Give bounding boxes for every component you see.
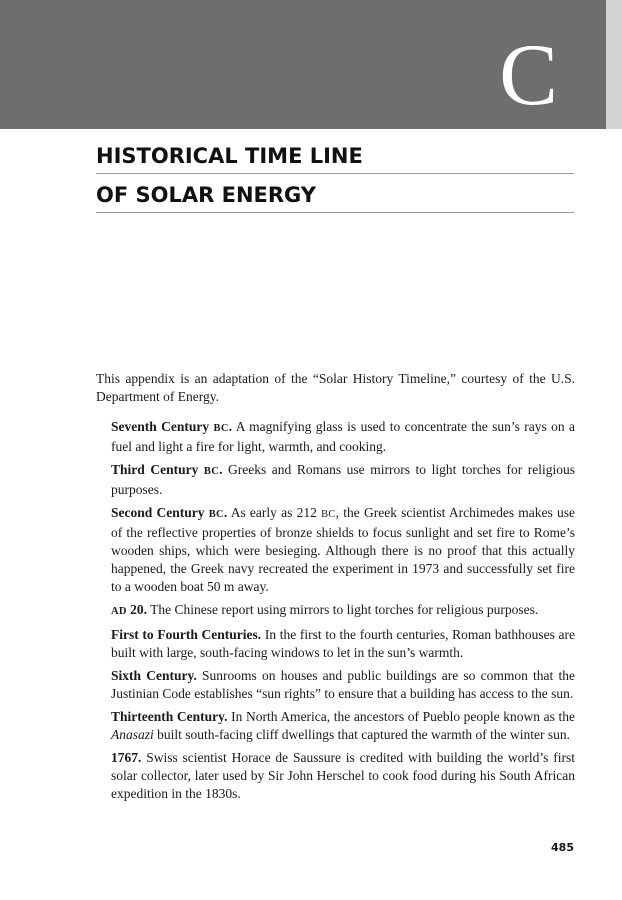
entry-text: Greeks and Romans use mirrors to light torches for religious purposes.: [111, 462, 575, 497]
entry-text: In North America, the ancestors of Pueblo people known as the: [227, 709, 575, 724]
header-edge-tab: [606, 0, 622, 129]
entry-text: In the first to the fourth centuries, Roman bathhouses are built with large, south-facing windows to let in the sun’s warmth.: [111, 627, 575, 660]
timeline-entry: [111, 708, 575, 744]
timeline-entry: [111, 504, 575, 596]
timeline-entry: [111, 749, 575, 803]
entry-heading: Sixth Century.: [111, 668, 197, 683]
intro-paragraph: This appendix is an adaptation of the “Solar History Timeline,” courtesy of the U.S. Department of Energy.: [96, 371, 575, 404]
chapter-header-band: [0, 0, 606, 129]
timeline-entry: [111, 418, 575, 456]
entry-text: As early as 212: [227, 505, 322, 520]
appendix-letter: C: [499, 27, 558, 124]
entry-heading: Third Century BC.: [111, 462, 223, 477]
entry-text: The Chinese report using mirrors to light torches for religious purposes.: [147, 602, 539, 617]
timeline-entry: [111, 626, 575, 662]
entry-heading: Seventh Century BC.: [111, 419, 233, 434]
entry-text: Sunrooms on houses and public buildings are so common that the Justinian Code establishes “sun rights” to ensure that a building has access to the sun.: [111, 668, 575, 701]
timeline-entry: [111, 667, 575, 703]
page-number: 485: [551, 841, 574, 854]
entry-heading: Thirteenth Century.: [111, 709, 228, 724]
page-title-line-2: OF SOLAR ENERGY: [96, 179, 574, 213]
entry-text: A magnifying glass is used to concentrate the sun’s rays on a fuel and light a fire for light, warmth, and cooking.: [111, 419, 576, 454]
timeline-entries: [111, 418, 575, 808]
entry-heading: AD 20.: [111, 602, 148, 617]
timeline-entry: [111, 461, 575, 499]
timeline-entry: [111, 601, 575, 621]
entry-italic: Anasazi: [111, 727, 154, 742]
entry-text: Swiss scientist Horace de Saussure is credited with building the world’s first solar collector, later used by Sir John Herschel to cook food during his South African expedition in the 1830s.: [111, 750, 575, 801]
entry-text: , the Greek scientist Archimedes makes use of the reflective properties of bronze shields to focus sunlight and set fire to Rome’s wooden ships, which were besieging. Although there is no proof that this actually happened, the Greek navy recreated the experiment in 1973 and successfully set fire to a wooden boat 50 m away.: [111, 505, 576, 594]
entry-text: built south-facing cliff dwellings that captured the warmth of the winter sun.: [153, 727, 571, 742]
entry-heading: First to Fourth Centuries.: [111, 627, 262, 642]
entry-heading: 1767.: [111, 750, 142, 765]
page-title-line-1: HISTORICAL TIME LINE: [96, 140, 574, 174]
era-marker: BC: [321, 509, 336, 520]
entry-heading: Second Century BC.: [111, 505, 228, 520]
